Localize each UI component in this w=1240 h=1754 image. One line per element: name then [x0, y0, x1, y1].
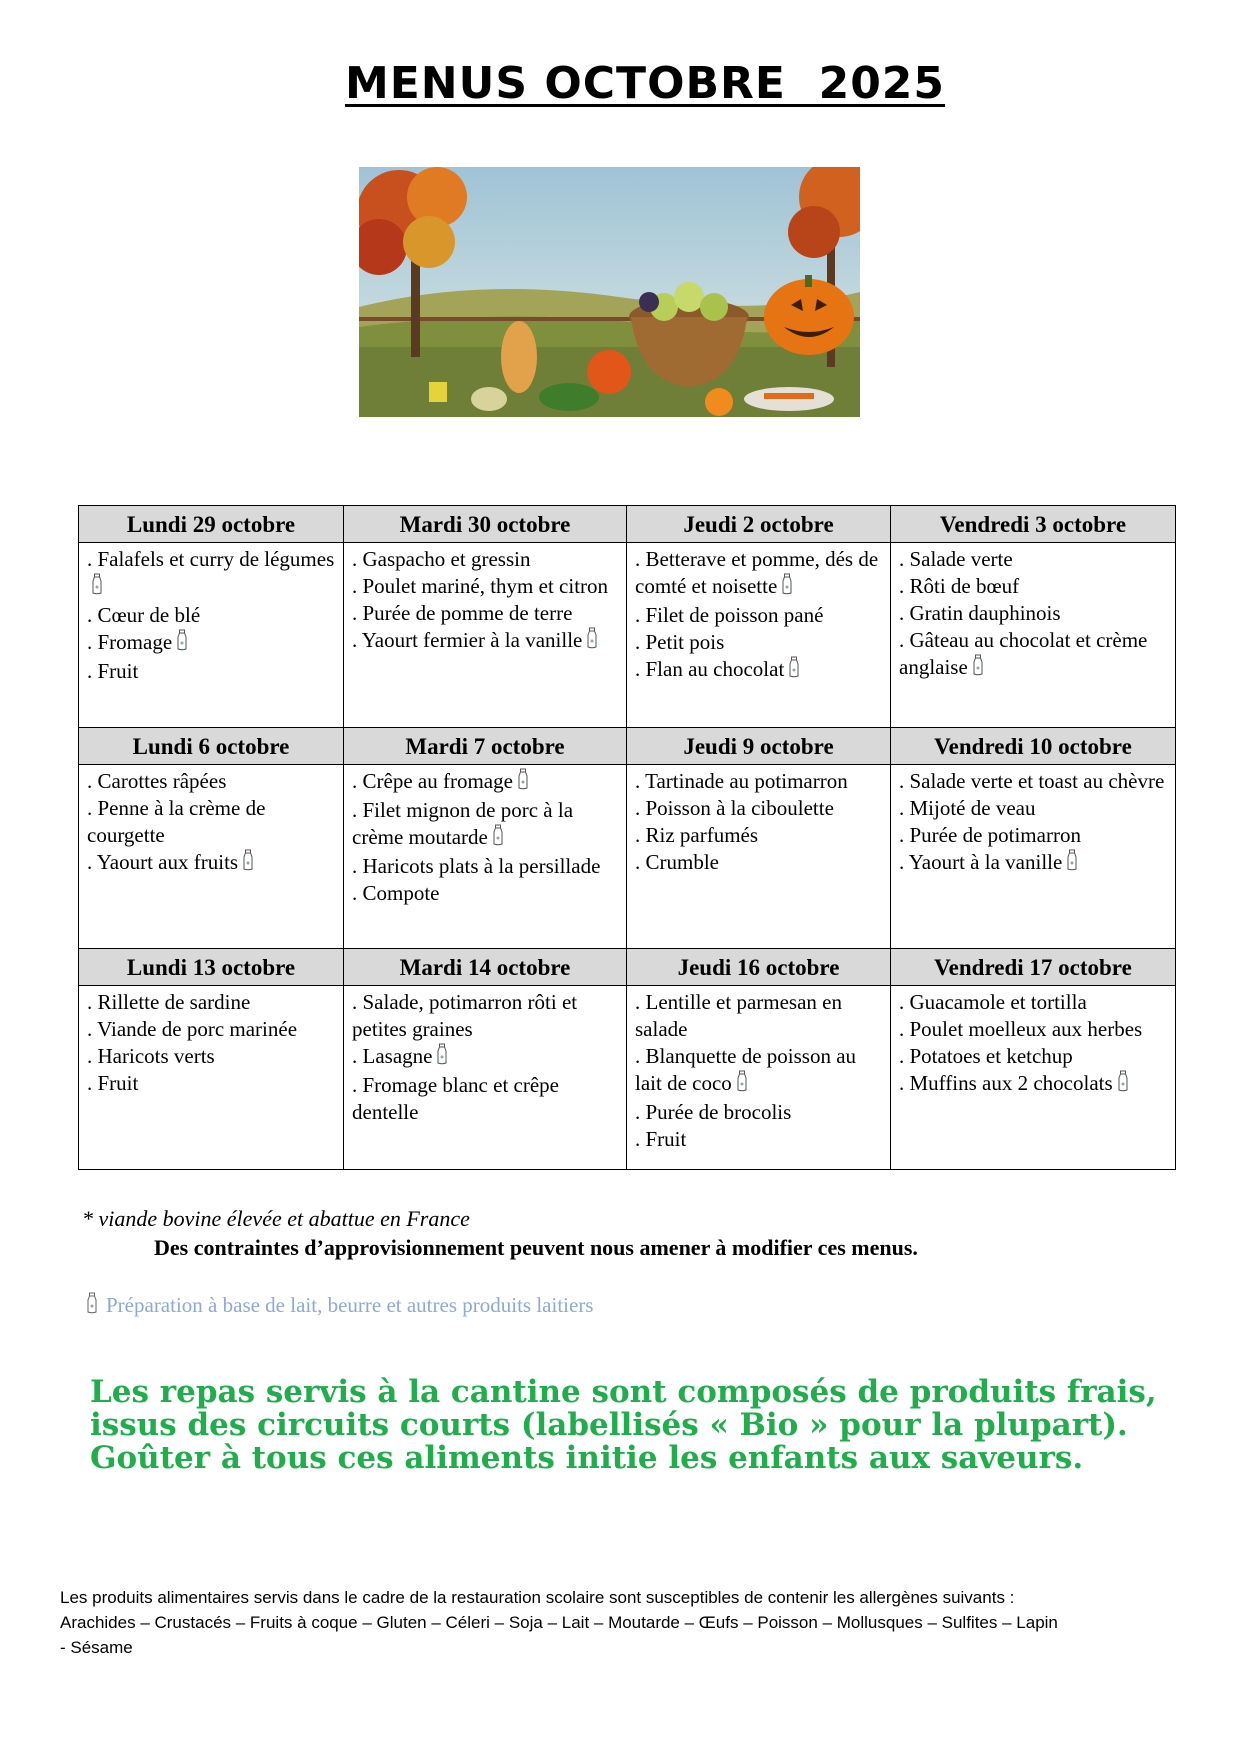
milk-bottle-icon	[86, 1292, 98, 1320]
menu-item-text: . Gaspacho et gressin	[352, 547, 531, 571]
menu-item	[899, 822, 1169, 849]
day-header-row	[79, 506, 1176, 543]
day-header: Vendredi 17 octobre	[891, 949, 1176, 986]
day-menu-cell	[891, 765, 1176, 949]
menu-item	[635, 546, 884, 602]
menu-item-text: . Poisson à la ciboulette	[635, 796, 834, 820]
menu-item-text: . Poulet moelleux aux herbes	[899, 1017, 1143, 1041]
menu-item-text: . Crêpe au fromage	[352, 769, 513, 793]
menu-item	[899, 600, 1169, 627]
menu-item-text: . Muffins aux 2 chocolats	[899, 1071, 1113, 1095]
menu-item-text: . Rillette de sardine	[87, 990, 251, 1014]
menu-item-text: . Petit pois	[635, 630, 725, 654]
menu-item	[87, 658, 337, 685]
milk-bottle-icon	[436, 1043, 448, 1072]
milk-bottle-icon	[1117, 1070, 1129, 1099]
allergens-line: Arachides – Crustacés – Fruits à coque – Gluten – Céleri – Soja – Lait – Moutarde – Œufs – Poisson – Mollusques – Sulfites – Lapin	[60, 1613, 1058, 1632]
menu-item	[635, 1126, 884, 1153]
day-menu-cell	[627, 765, 891, 949]
day-header: Jeudi 2 octobre	[627, 506, 891, 543]
day-menu-cell	[891, 543, 1176, 728]
menu-item	[635, 795, 884, 822]
milk-bottle-icon	[586, 627, 598, 656]
menu-item-text: . Purée de brocolis	[635, 1100, 792, 1124]
menu-item-text: . Mijoté de veau	[899, 796, 1036, 820]
menu-item-text: . Compote	[352, 881, 440, 905]
day-header: Vendredi 10 octobre	[891, 728, 1176, 765]
day-header: Mardi 14 octobre	[344, 949, 627, 986]
menu-item-text: . Fruit	[635, 1127, 687, 1151]
menu-item	[635, 849, 884, 876]
day-header: Mardi 30 octobre	[344, 506, 627, 543]
message-line: Les repas servis à la cantine sont composés de produits frais,	[90, 1374, 1157, 1410]
day-header: Vendredi 3 octobre	[891, 506, 1176, 543]
milk-bottle-icon	[1066, 849, 1078, 878]
menu-item	[352, 768, 620, 797]
menu-item	[899, 849, 1169, 878]
menu-item	[635, 656, 884, 685]
supply-note: Des contraintes d’approvisionnement peuvent nous amener à modifier ces menus.	[154, 1235, 918, 1260]
menu-item	[352, 1072, 620, 1126]
menu-item-text: . Flan au chocolat	[635, 657, 785, 681]
menu-item	[87, 629, 337, 658]
menu-item	[635, 602, 884, 629]
milk-bottle-icon	[517, 768, 529, 797]
menu-item-text: . Falafels et curry de légumes	[87, 547, 335, 571]
fresh-products-message	[90, 1376, 1170, 1475]
menu-item-text: . Blanquette de poisson au lait de coco	[635, 1044, 857, 1095]
menu-item	[352, 600, 620, 627]
allergens-line: Les produits alimentaires servis dans le cadre de la restauration scolaire sont susceptibles de contenir les allergènes suivants :	[60, 1588, 1015, 1607]
menu-item	[87, 989, 337, 1016]
day-header: Jeudi 9 octobre	[627, 728, 891, 765]
beef-origin-note: * viande bovine élevée et abattue en France	[82, 1206, 470, 1231]
day-header: Jeudi 16 octobre	[627, 949, 891, 986]
menu-item	[352, 627, 620, 656]
milk-bottle-icon	[788, 656, 800, 685]
menu-item-text: . Yaourt fermier à la vanille	[352, 628, 583, 652]
page-title: MENUS OCTOBRE 2025	[344, 58, 946, 109]
dairy-legend-text: Préparation à base de lait, beurre et autres produits laitiers	[106, 1293, 594, 1317]
menu-item	[899, 1070, 1169, 1099]
milk-bottle-icon	[242, 849, 254, 878]
menu-item	[899, 627, 1169, 683]
milk-bottle-icon	[91, 573, 103, 602]
menu-item	[352, 797, 620, 853]
menu-item	[899, 989, 1169, 1016]
day-menu-cell	[79, 765, 344, 949]
menu-item	[899, 1043, 1169, 1070]
menu-item	[87, 1016, 337, 1043]
menu-item-text: . Gratin dauphinois	[899, 601, 1061, 625]
day-header: Lundi 13 octobre	[79, 949, 344, 986]
menu-item-text: . Lasagne	[352, 1044, 433, 1068]
menu-item	[899, 795, 1169, 822]
milk-bottle-icon	[176, 629, 188, 658]
menu-item	[352, 1043, 620, 1072]
menu-item	[87, 795, 337, 849]
autumn-harvest-illustration	[359, 167, 860, 417]
menu-item	[899, 768, 1169, 795]
menu-item-text: . Purée de pomme de terre	[352, 601, 573, 625]
day-header-row	[79, 949, 1176, 986]
menu-item-text: . Filet mignon de porc à la crème moutarde	[352, 798, 574, 849]
menu-item-text: . Poulet mariné, thym et citron	[352, 574, 609, 598]
menu-item	[352, 573, 620, 600]
menu-item	[899, 1016, 1169, 1043]
menu-item-text: . Fromage	[87, 630, 173, 654]
menu-item-text: . Crumble	[635, 850, 719, 874]
menu-item-text: . Rôti de bœuf	[899, 574, 1020, 598]
menu-item-text: . Fromage blanc et crêpe dentelle	[352, 1073, 559, 1124]
menu-item-text: . Haricots plats à la persillade	[352, 854, 601, 878]
menu-item-text: . Viande de porc marinée	[87, 1017, 298, 1041]
menu-item	[635, 822, 884, 849]
menu-item-text: . Purée de potimarron	[899, 823, 1081, 847]
menu-item-text: . Potatoes et ketchup	[899, 1044, 1073, 1068]
day-menu-cell	[344, 543, 627, 728]
menu-item-text: . Penne à la crème de courgette	[87, 796, 266, 847]
day-menu-cell	[627, 543, 891, 728]
menu-item	[87, 1070, 337, 1097]
day-header-row	[79, 728, 1176, 765]
allergens-line: - Sésame	[60, 1638, 133, 1657]
menu-item	[352, 853, 620, 880]
menu-item	[635, 629, 884, 656]
menu-item-text: . Carottes râpées	[87, 769, 227, 793]
menu-item	[899, 573, 1169, 600]
menu-item-text: . Salade verte	[899, 547, 1013, 571]
menu-item	[352, 546, 620, 573]
milk-bottle-icon	[972, 654, 984, 683]
menu-item-text: . Filet de poisson pané	[635, 603, 824, 627]
menu-item	[635, 1099, 884, 1126]
message-line: issus des circuits courts (labellisés « Bio » pour la plupart).	[90, 1407, 1128, 1443]
day-menu-cell	[344, 765, 627, 949]
menu-item	[352, 989, 620, 1043]
dairy-legend	[86, 1292, 593, 1320]
day-menu-cell	[627, 986, 891, 1170]
menu-item-text: . Betterave et pomme, dés de comté et noisette	[635, 547, 879, 598]
menu-item-text: . Yaourt aux fruits	[87, 850, 239, 874]
menu-row	[79, 543, 1176, 728]
menu-item-text: . Salade, potimarron rôti et petites graines	[352, 990, 578, 1041]
day-menu-cell	[79, 986, 344, 1170]
menu-item-text: . Haricots verts	[87, 1044, 215, 1068]
menu-item-text: . Fruit	[87, 659, 139, 683]
menu-row	[79, 986, 1176, 1170]
day-menu-cell	[344, 986, 627, 1170]
message-line: Goûter à tous ces aliments initie les enfants aux saveurs.	[90, 1440, 1084, 1476]
menu-item	[87, 849, 337, 878]
milk-bottle-icon	[492, 824, 504, 853]
menu-item-text: . Fruit	[87, 1071, 139, 1095]
day-header: Lundi 6 octobre	[79, 728, 344, 765]
menu-row	[79, 765, 1176, 949]
menu-item	[87, 1043, 337, 1070]
day-menu-cell	[79, 543, 344, 728]
menu-item	[352, 880, 620, 907]
menu-item-text: . Riz parfumés	[635, 823, 759, 847]
menu-item	[87, 546, 337, 602]
menu-item-text: . Salade verte et toast au chèvre	[899, 769, 1165, 793]
milk-bottle-icon	[781, 573, 793, 602]
menu-item-text: . Lentille et parmesan en salade	[635, 990, 842, 1041]
menu-item-text: . Guacamole et tortilla	[899, 990, 1087, 1014]
menu-item-text: . Cœur de blé	[87, 603, 201, 627]
menu-item-text: . Tartinade au potimarron	[635, 769, 848, 793]
menu-item	[87, 768, 337, 795]
menu-item	[87, 602, 337, 629]
menu-item	[635, 768, 884, 795]
menu-item-text: . Yaourt à la vanille	[899, 850, 1063, 874]
menu-item	[899, 546, 1169, 573]
day-header: Mardi 7 octobre	[344, 728, 627, 765]
day-menu-cell	[891, 986, 1176, 1170]
menu-table	[78, 505, 1176, 1170]
day-header: Lundi 29 octobre	[79, 506, 344, 543]
milk-bottle-icon	[736, 1070, 748, 1099]
menu-item	[635, 1043, 884, 1099]
menu-item	[635, 989, 884, 1043]
allergens-notice	[60, 1585, 1180, 1660]
menu-item-text: . Gâteau au chocolat et crème anglaise	[899, 628, 1148, 679]
